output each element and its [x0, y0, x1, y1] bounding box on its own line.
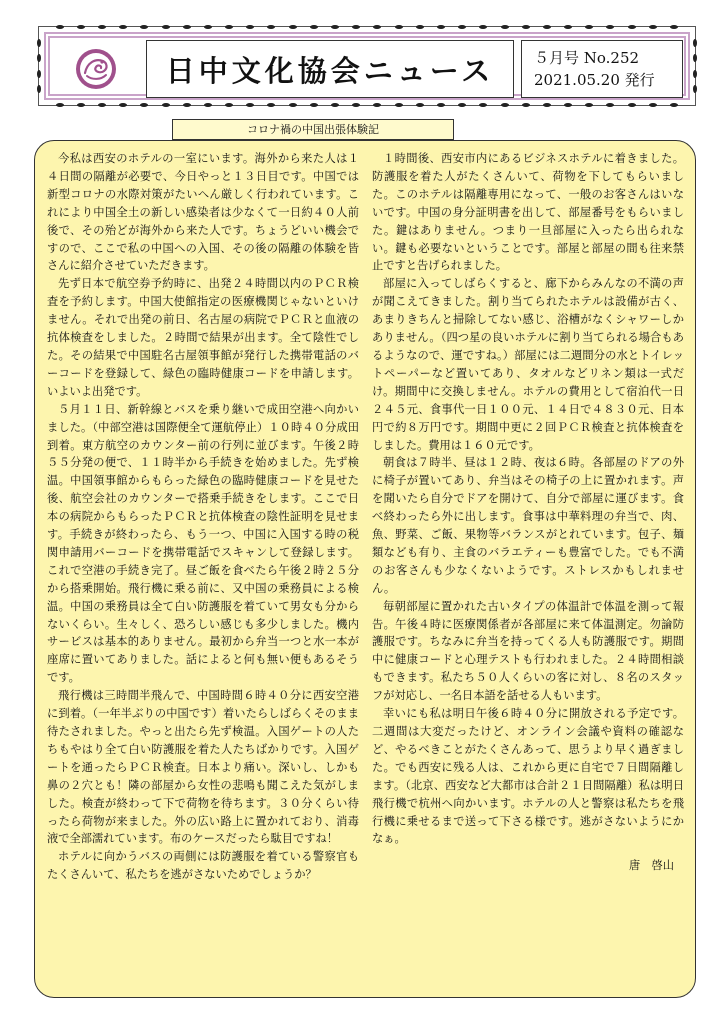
article-column-right: [372, 150, 684, 875]
paragraph: 幸いにも私は明日午後６時４０分に開放される予定です。二週間は大変だったけど、オンライン会議や資料の確認など、やるべきことがたくさんあって、思うより早く過ぎました。でも西安に残る人は、これから更に自宅で７日間隔離します。（北京、西安など大都市は合計２１日間隔離）私は明日飛行機で杭州へ向かいます。ホテルの人と警察は私たちを飛行機に乗せるまで送って下さる様です。逃がさないようにかなぁ。: [372, 707, 684, 846]
issue-number: ５月号 No.252: [534, 49, 640, 67]
paragraph: 毎朝部屋に置かれた古いタイプの体温計で体温を測って報告。午後４時に医療関係者が各部屋に来て体温測定。勿論防護服です。ちなみに弁当を持ってくる人も防護服です。期間中に健康コードと心理テストも行われました。２４時間相談もできます。私たち５０人くらいの客に対し、８名のスタッフが対応し、一名日本語を話せる人もいます。: [372, 599, 684, 703]
paragraph: １時間後、西安市内にあるビジネスホテルに着きました。防護服を着た人がたくさんいて、荷物を下してもらいました。このホテルは隔離専用になって、一般のお客さんはいないです。中国の身分証明書を出して、部屋番号をもらいました。鍵はありません。つまり一旦部屋に入ったら出られない。鍵も必要ないということです。部屋と部屋の間も往来禁止ですと告げられました。: [372, 152, 684, 273]
issue-date: 2021.05.20 発行: [534, 71, 655, 89]
decorative-border-left: [35, 27, 43, 105]
paragraph: ５月１１日、新幹線とバスを乗り継いで成田空港へ向かいました。（中部空港は国際便全て運航停止）１０時４０分成田到着。東方航空のカウンター前の行列に並びます。午後２時５５分発の便で、１１時半から手続きを始めました。先ず検温。中国領事館からもらった緑色の臨時健康コードを見せた後、航空会社のカウンターで搭乗手続きをします。ここで日本の病院からもらったＰＣＲと抗体検査の陰性証明を見せます。手続きが終わったら、もう一つ、中国に入国する時の税関申請用バーコードを携帯電話でスキャンして登録します。これで空港の手続き完了。昼ご飯を食べたら午後２時２５分から搭乗開始。飛行機に乗る前に、又中国の乗務員による検温。中国の乗務員は全て白い防護服を着ていて男女も分からないくらい。生々しく、恐ろしい感じも多少しました。機内サービスは基本的ありません。最初から弁当一つと水一本が座席に置いてありました。話によると何も無い便もあるそうです。: [47, 402, 359, 685]
paragraph: 飛行機は三時間半飛んで、中国時間６時４０分に西安空港に到着。（一年半ぶりの中国です）着いたらしばらくそのまま待たされました。やっと出たら先ず検温。入国ゲートの人たちもやはり全て白い防護服を着た人たちばかりです。入国ゲートを通ったらＰＣＲ検査。日本より痛い。深いし、しかも鼻の２穴とも！隣の部屋から女性の悲鳴も聞こえた気がしました。検査が終わって下で荷物を待ちます。３０分くらい待ったら荷物が来ました。外の広い路上に置かれており、消毒液で全部濡れています。布のケースだったら駄目ですね！: [47, 689, 359, 846]
newsletter-title: 日中文化協会ニュース: [146, 40, 514, 98]
paragraph: ホテルに向かうバスの両側には防護服を着ている警察官もたくさんいて、私たちを逃がさないためでしょうか？: [47, 850, 359, 882]
decorative-border-right: [691, 27, 699, 105]
decorative-border-top: [39, 23, 695, 31]
paragraph: 今私は西安のホテルの一室にいます。海外から来た人は１４日間の隔離が必要で、今日やっと１３日目です。中国では新型コロナの水際対策がたいへん厳しく行われています。これにより中国全土の新しい感染者は少なくて一日約４０人前後で、その殆どが海外から来た人です。ちょうどいい機会ですので、ここで私の中国への入国、その後の隔離の体験を皆さんに紹介させていただきます。: [47, 152, 359, 273]
article-author: 唐 啓山: [628, 859, 674, 873]
paragraph: 部屋に入ってしばらくすると、廊下からみんなの不満の声が聞こえてきました。割り当てられたホテルは設備が古く、あまりきちんと掃除してない感じ、浴槽がなくシャワーしかありません。（四つ星の良いホテルに割り当てられる場合もあるようなので、運ですね。）部屋には二週間分の水とトイレットペーパーなど置いてあり、タオルなどリネン類は一式だけ。期間中に交換しません。ホテルの費用として宿泊代一日２４５元、食事代一日１００元、１４日で４８３０元、日本円で約８万円です。期間中更に２回ＰＣＲ検査と抗体検査をしました。費用は１６０元です。: [372, 277, 684, 452]
paragraph: 朝食は７時半、昼は１２時、夜は６時。各部屋のドアの外に椅子が置いてあり、弁当はその椅子の上に置かれます。声を聞いたら自分でドアを開けて、自分で部屋に運びます。食べ終わったら外に出します。食事は中華料理の弁当で、肉、魚、野菜、ご飯、果物等バランスがとれています。包子、麺類なども有り、主食のバラエティーも豊富でした。でも不満のお客さんも少なくないようです。ストレスかもしれません。: [372, 456, 684, 595]
article-title: コロナ禍の中国出張体験記: [172, 119, 454, 140]
issue-info: [521, 40, 683, 98]
paragraph: 先ず日本で航空券予約時に、出発２４時間以内のＰＣＲ検査を予約します。中国大使館指定の医療機関じゃないといけません。それで出発の前日、名古屋の病院でＰＣＲと血液の抗体検査をしました。２時間で結果が出ます。全て陰性でした。その結果で中国駐名古屋領事館が発行した携帯電話のバーコードを登録して、緑色の臨時健康コードを申請します。いよいよ出発です。: [47, 277, 359, 398]
decorative-border-bottom: [39, 101, 695, 109]
article-column-left: [47, 150, 359, 884]
association-crest-icon: [74, 47, 118, 91]
